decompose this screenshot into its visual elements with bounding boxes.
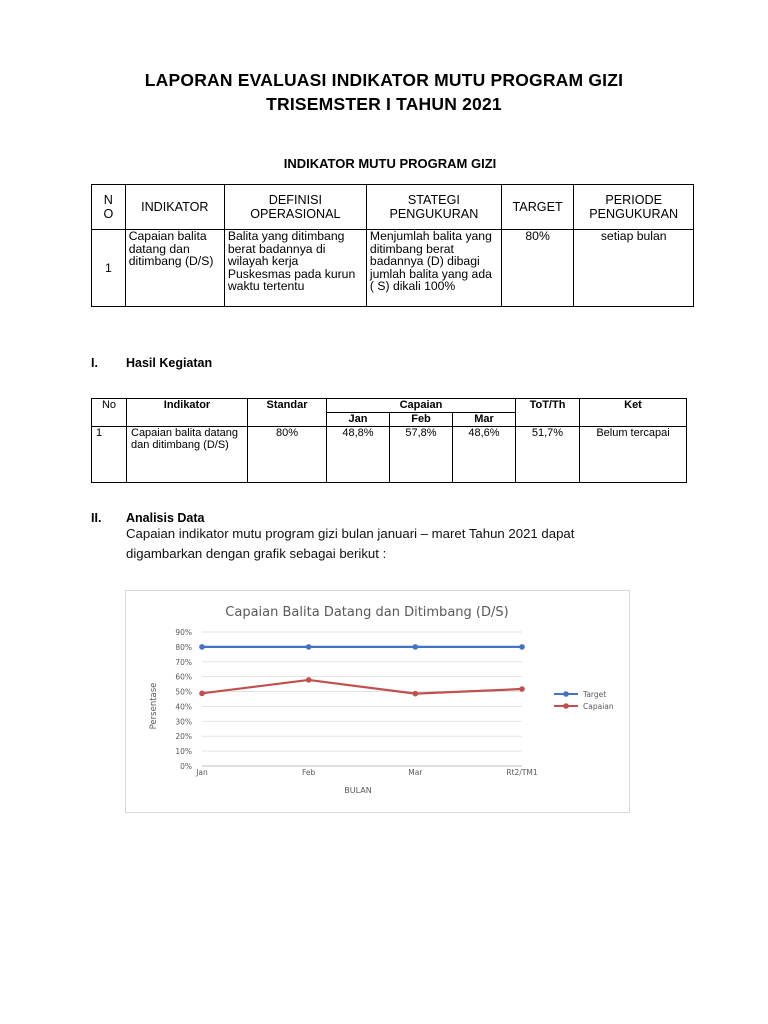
chart-title: Capaian Balita Datang dan Ditimbang (D/S)	[225, 605, 509, 620]
section1-number: I.	[91, 356, 98, 370]
indicator-table	[91, 184, 694, 307]
results-header-mar: Mar	[453, 413, 516, 427]
legend-label-capaian: Capaian	[583, 702, 614, 711]
row-indikator: Capaian balita datang dan ditimbang (D/S)	[125, 230, 224, 307]
results-header-row1	[92, 399, 687, 413]
data-point-capaian	[306, 677, 312, 683]
row-definisi: Balita yang ditimbang berat badannya di wilayah kerja Puskesmas pada kurun waktu tertentu	[224, 230, 366, 307]
header-strategi: STATEGI PENGUKURAN	[366, 185, 501, 230]
y-tick-label: 10%	[175, 747, 192, 757]
report-title-line1: LAPORAN EVALUASI INDIKATOR MUTU PROGRAM GIZI	[144, 70, 624, 90]
y-tick-label: 40%	[175, 702, 192, 712]
indicator-table-row	[92, 230, 694, 307]
results-row-indikator: Capaian balita datang dan ditimbang (D/S)	[127, 427, 248, 483]
header-periode: PERIODE PENGUKURAN	[574, 185, 694, 230]
analysis-text-line1: Capaian indikator mutu program gizi bulan januari – maret Tahun 2021 dapat	[126, 526, 575, 541]
data-point-capaian	[199, 691, 205, 697]
legend-marker-capaian	[563, 703, 569, 709]
header-indikator: INDIKATOR	[125, 185, 224, 230]
y-tick-label: 70%	[175, 657, 192, 667]
row-strategi: Menjumlah balita yang ditimbang berat badannya (D) dibagi jumlah balita yang ada ( S) dikali 100%	[366, 230, 501, 307]
legend-marker-target	[563, 691, 569, 697]
results-row-tot: 51,7%	[516, 427, 580, 483]
results-header-jan: Jan	[327, 413, 390, 427]
section2-number: II.	[91, 511, 102, 525]
results-header-ket: Ket	[580, 399, 687, 427]
section1-title: Hasil Kegiatan	[126, 356, 213, 370]
results-row-mar: 48,6%	[453, 427, 516, 483]
header-no-line2: O	[103, 207, 114, 221]
chart-y-axis-label: Persentase	[149, 682, 159, 730]
y-tick-label: 50%	[175, 687, 192, 697]
chart-y-ticks	[175, 628, 192, 771]
data-point-target	[306, 644, 312, 650]
y-tick-label: 60%	[175, 672, 192, 682]
results-row-no: 1	[92, 427, 127, 483]
results-header-feb: Feb	[390, 413, 453, 427]
row-no: 1	[92, 230, 126, 307]
line-chart	[125, 590, 630, 813]
chart-gridlines	[202, 632, 522, 766]
results-row-feb: 57,8%	[390, 427, 453, 483]
chart-series	[199, 644, 525, 696]
chart-legend	[554, 690, 614, 711]
legend-label-target: Target	[583, 690, 607, 699]
header-target: TARGET	[501, 185, 574, 230]
section2-title: Analisis Data	[126, 511, 205, 525]
results-table	[91, 398, 687, 483]
results-row-jan: 48,8%	[327, 427, 390, 483]
results-row	[92, 427, 687, 483]
report-title-line2: TRISEMSTER I TAHUN 2021	[266, 94, 502, 114]
results-header-indikator: Indikator	[127, 399, 248, 427]
table1-title: INDIKATOR MUTU PROGRAM GIZI	[283, 156, 497, 171]
row-periode: setiap bulan	[574, 230, 694, 307]
indicator-table-header	[92, 185, 694, 230]
data-point-target	[199, 644, 205, 650]
results-header-no: No	[92, 399, 127, 427]
y-tick-label: 90%	[175, 628, 192, 637]
x-tick-label: Feb	[302, 768, 316, 777]
y-tick-label: 20%	[175, 732, 192, 742]
data-point-target	[519, 644, 525, 650]
analysis-text-line2: digambarkan dengan grafik sebagai berikut :	[126, 546, 387, 561]
y-tick-label: 30%	[175, 717, 192, 727]
header-no-line1: N	[103, 193, 113, 207]
x-tick-label: Mar	[408, 768, 423, 777]
chart-x-ticks	[195, 768, 538, 777]
header-definisi: DEFINISI OPERASIONAL	[224, 185, 366, 230]
chart-x-axis-label: BULAN	[344, 786, 372, 795]
chart-canvas	[126, 591, 629, 812]
x-tick-label: Rt2/TM1	[506, 768, 538, 777]
header-no	[92, 185, 126, 230]
results-header-standar: Standar	[248, 399, 327, 427]
results-row-standar: 80%	[248, 427, 327, 483]
y-tick-label: 80%	[175, 642, 192, 652]
row-target: 80%	[501, 230, 574, 307]
y-tick-label: 0%	[180, 762, 192, 771]
x-tick-label: Jan	[196, 768, 208, 777]
results-row-ket: Belum tercapai	[580, 427, 687, 483]
data-point-target	[413, 644, 419, 650]
data-point-capaian	[413, 691, 419, 697]
data-point-capaian	[519, 686, 525, 692]
results-header-capaian: Capaian	[327, 399, 516, 413]
results-header-tot: ToT/Th	[516, 399, 580, 427]
